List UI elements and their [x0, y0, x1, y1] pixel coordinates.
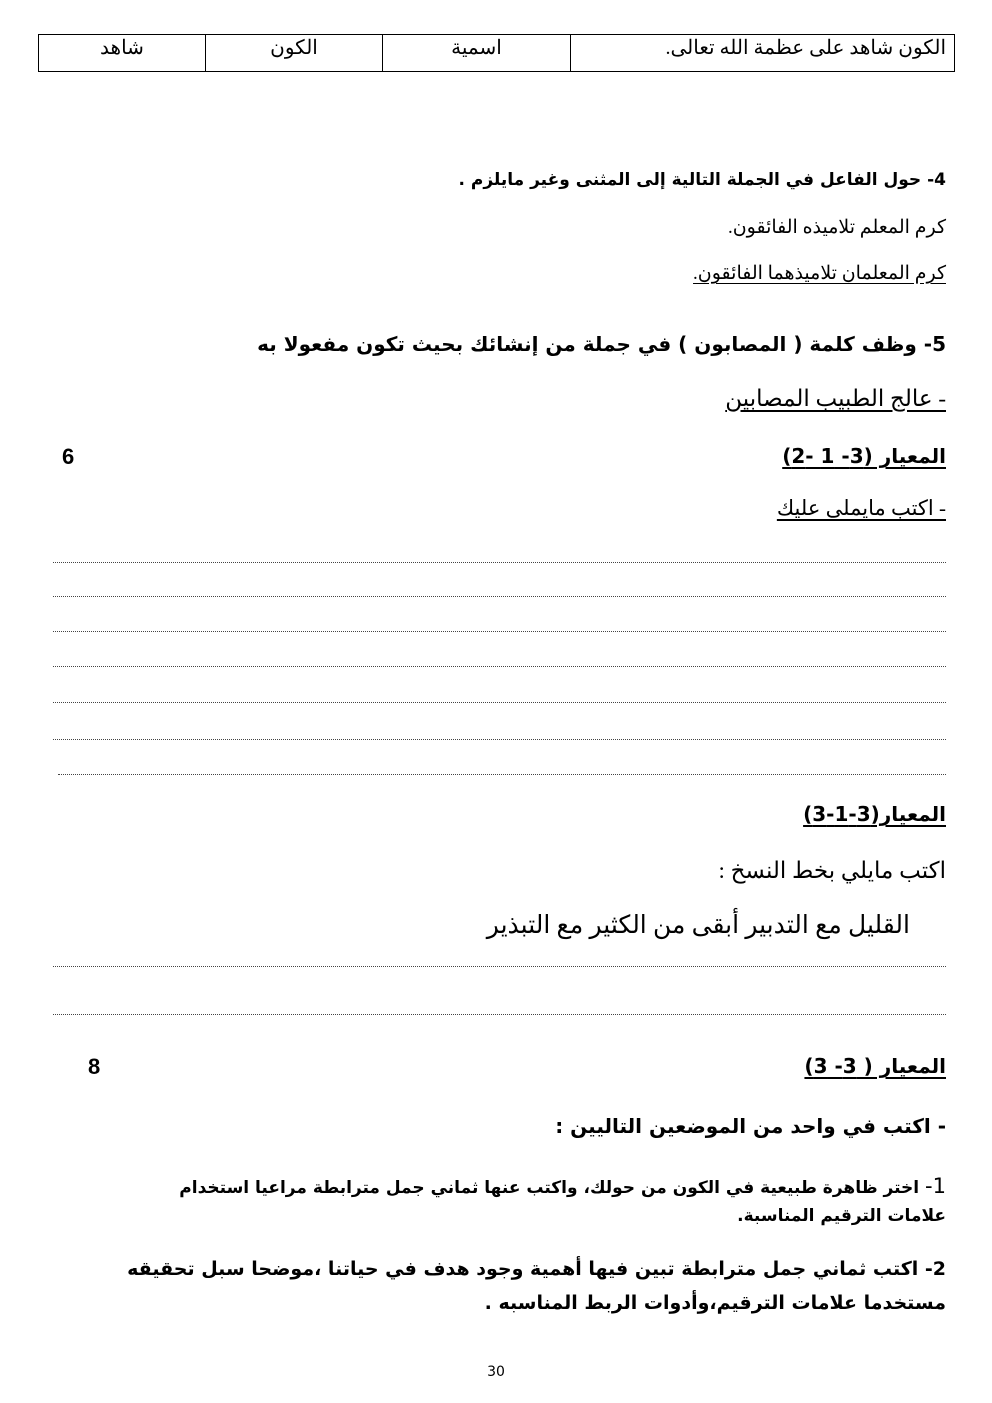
q5-answer: - عالج الطبيب المصابين: [725, 386, 946, 411]
q5-heading: 5- وظف كلمة ( المصابون ) في جملة من إنشائك بحيث تكون مفعولا به: [257, 332, 946, 356]
topic-2: 2- اكتب ثماني جمل مترابطة تبين فيها أهمية وجود هدف في حياتنا ،موضحا سبل تحقيقه مستخدما علامات الترقيم،وأدوات الربط المناسبه .: [127, 1258, 946, 1314]
naskh-phrase: القليل مع التدبير أبقى من الكثير مع التبذير: [486, 912, 910, 939]
writing-line: [53, 739, 946, 740]
table-cell-subject: الكون: [206, 35, 383, 72]
criterion-a-label: المعيار (3- 1 -2): [782, 444, 946, 468]
topic-1: [136, 1172, 946, 1230]
writing-line: [53, 702, 946, 703]
writing-line: [53, 966, 946, 967]
dictation-instruction: - اكتب مايملى عليك: [776, 496, 946, 520]
criterion-a-score: 6: [62, 444, 75, 469]
table-row: [39, 35, 955, 72]
topic-1-text: اختر ظاهرة طبيعية في الكون من حولك، واكتب عنها ثماني جمل مترابطة مراعيا استخدام علامات الترقيم المناسبة.: [179, 1178, 946, 1226]
composition-instruction: - اكتب في واحد من الموضعين التاليين :: [555, 1114, 946, 1138]
naskh-instruction: اكتب مايلي بخط النسخ :: [718, 858, 946, 883]
q4-answer: كرم المعلمان تلاميذهما الفائقون.: [693, 263, 946, 284]
criterion-c-label: المعيار ( 3- 3): [804, 1054, 946, 1078]
q4-heading: 4- حول الفاعل في الجملة التالية إلى المثنى وغير مايلزم .: [458, 170, 946, 190]
table-cell-sentence: الكون شاهد على عظمة الله تعالى.: [571, 35, 955, 72]
writing-line: [53, 666, 946, 667]
table-cell-type: اسمية: [383, 35, 571, 72]
criterion-b-label: المعيار(3-1-3): [803, 802, 946, 826]
q4-sentence: كرم المعلم تلاميذه الفائقون.: [727, 217, 946, 238]
criterion-c-score: 8: [88, 1054, 101, 1079]
writing-line: [53, 631, 946, 632]
writing-line: [58, 774, 946, 775]
topic-1-number: 1-: [925, 1174, 946, 1198]
writing-line: [53, 1014, 946, 1015]
table-cell-predicate: شاهد: [39, 35, 206, 72]
writing-line: [53, 562, 946, 563]
page-number: 30: [487, 1364, 505, 1380]
writing-line: [53, 596, 946, 597]
grammar-analysis-table: [38, 34, 955, 72]
